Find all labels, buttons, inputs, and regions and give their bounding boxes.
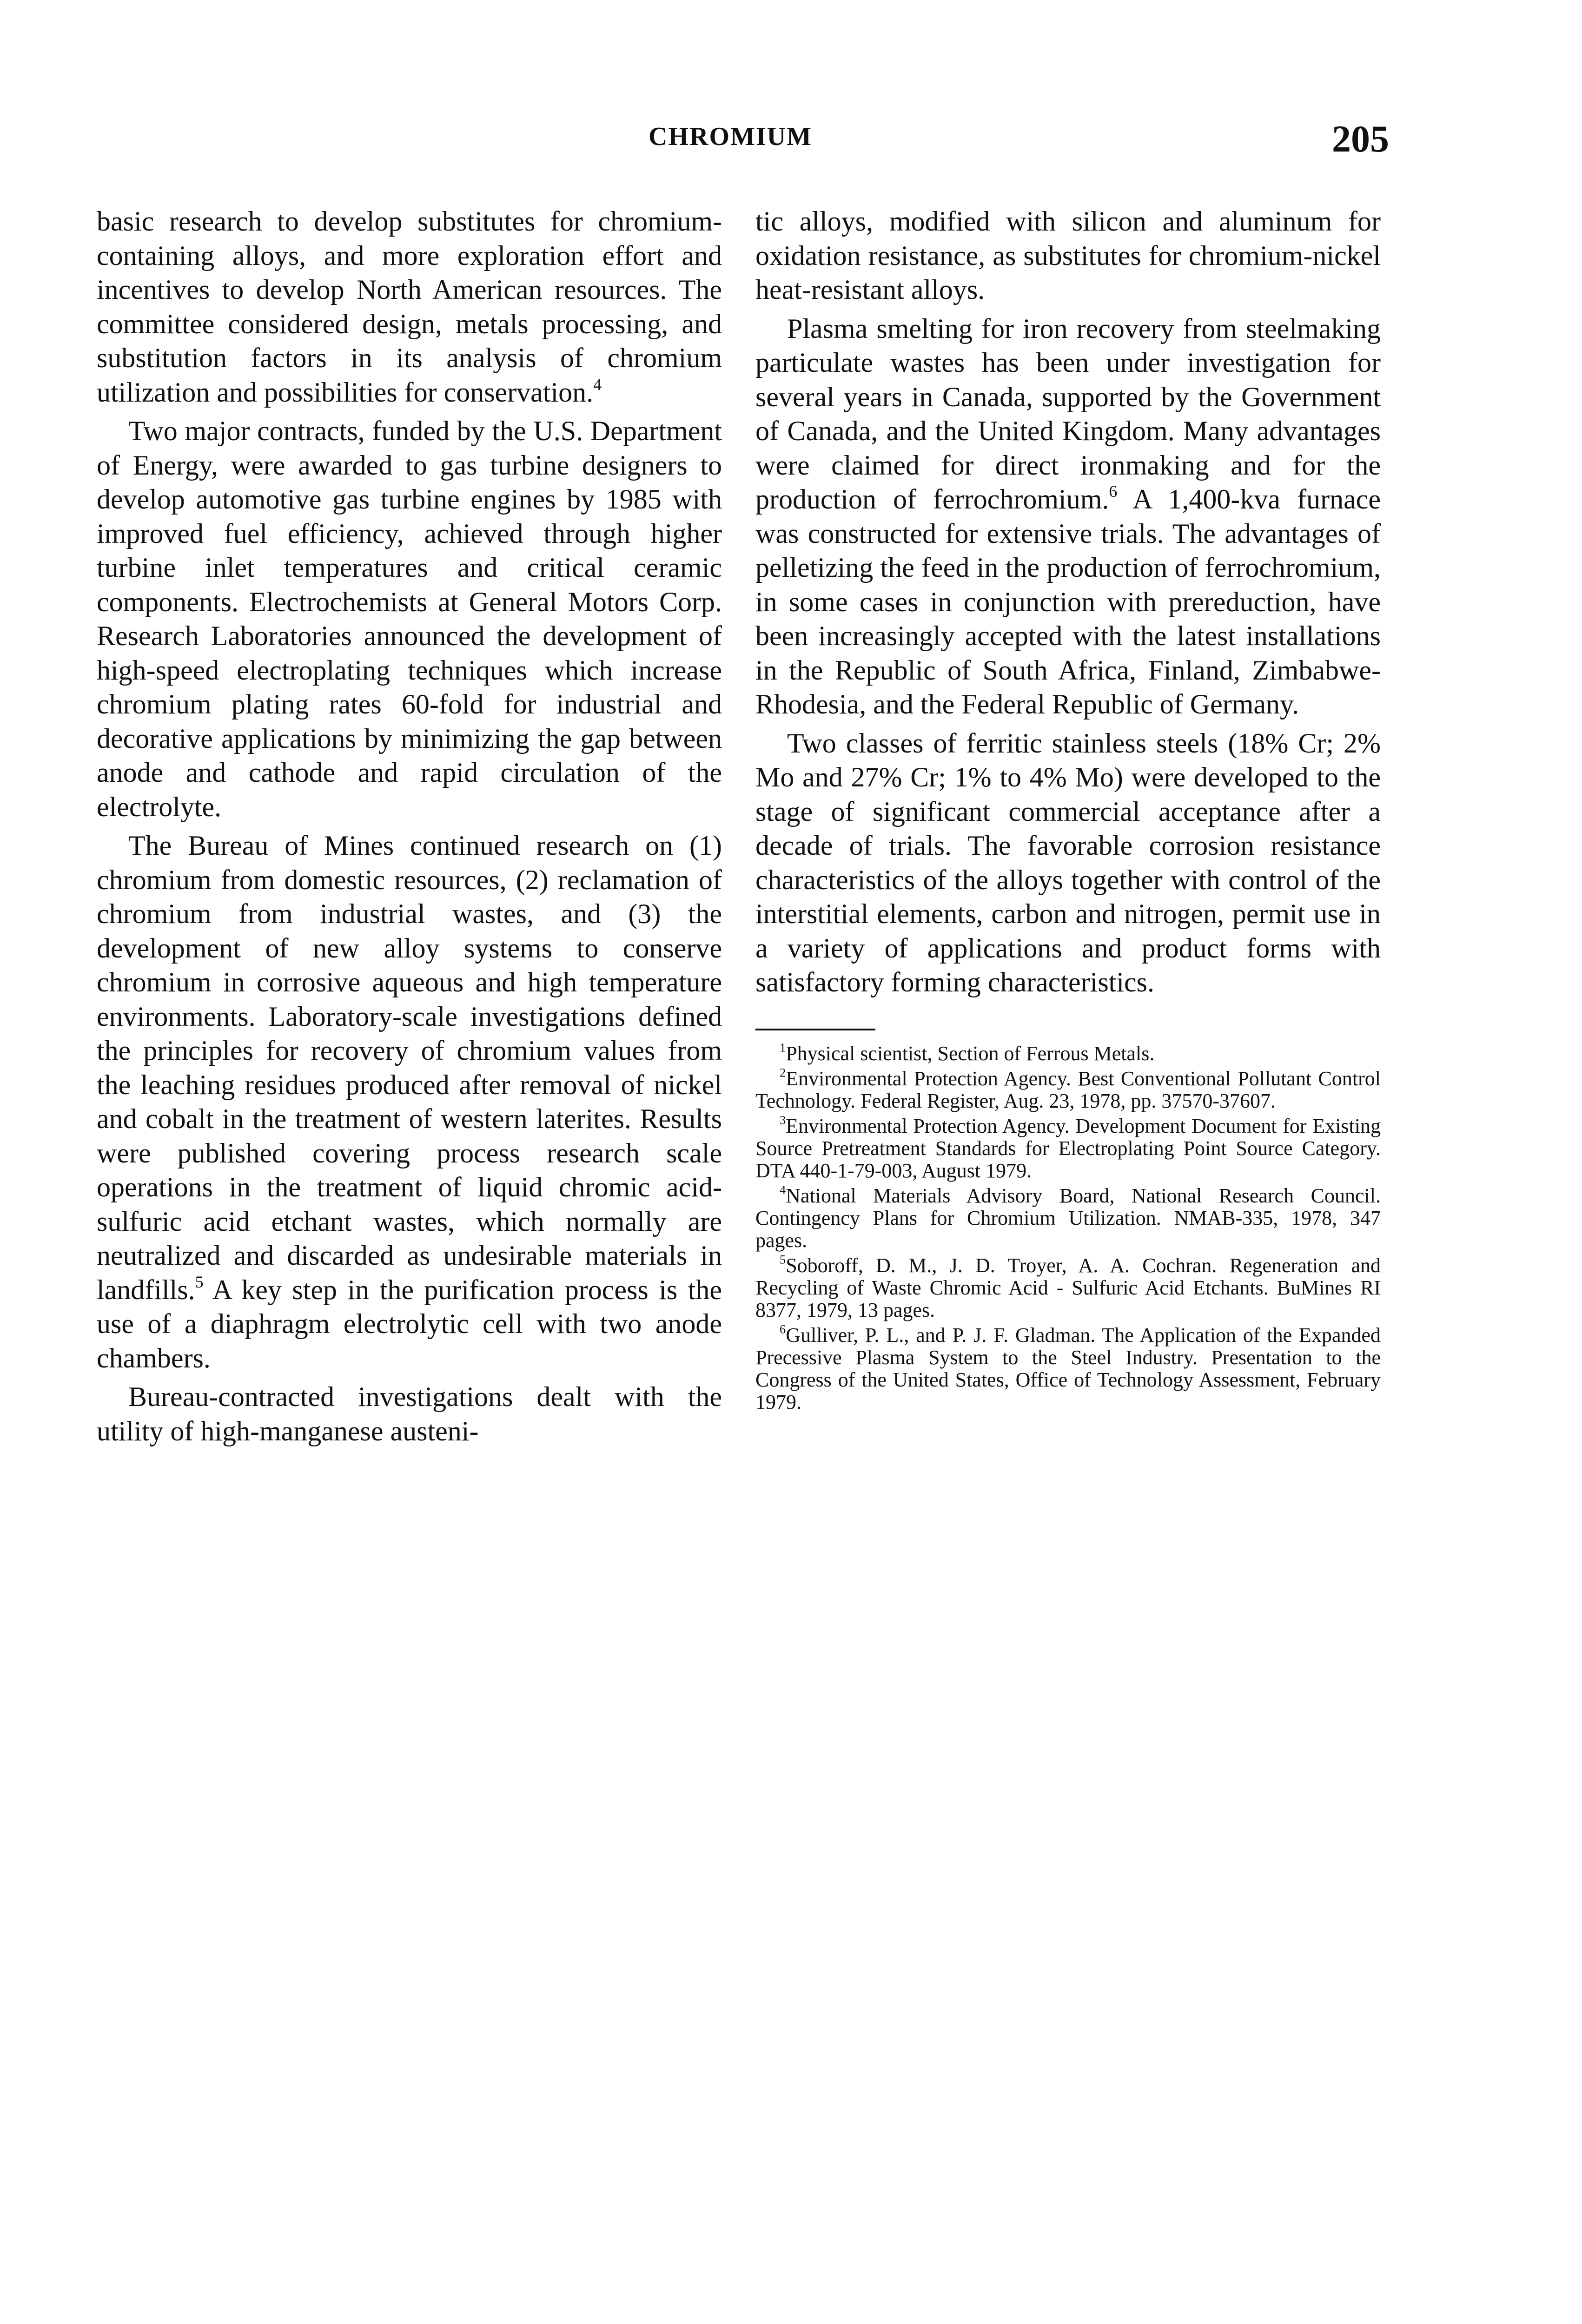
footnotes (755, 1040, 1381, 1413)
text-run: Bureau-contracted investigations dealt with the utility of high-manganese austeni- (97, 1381, 722, 1446)
text-run: Plasma smelting for iron recovery from steelmaking particulate wastes has been under investigation for several years in Canada, supported by the Government of Canada, and the United Kingdom. Many advantages were claimed for direct ironmaking and for the production of ferrochromium. (755, 313, 1381, 515)
footnote-ref: 4 (593, 375, 602, 394)
left-column (97, 205, 722, 1448)
text-run: Two major contracts, funded by the U.S. Department of Energy, were awarded to gas turbine designers to develop automotive gas turbine engines by 1985 with improved fuel efficiency, achieved through higher turbine inlet temperatures and critical ceramic components. Electrochemists at General Motors Corp. Research Laboratories announced the development of high-speed electroplating techniques which increase chromium plating rates 60-fold for industrial and decorative applications by minimizing the gap between anode and cathode and rapid circulation of the electrolyte. (97, 416, 722, 822)
footnote-divider (755, 1029, 875, 1030)
footnote (755, 1115, 1381, 1182)
paragraph (97, 829, 722, 1375)
right-column (755, 205, 1381, 1416)
text-run: A key step in the purification process is the use of a diaphragm electrolytic cell with two anode chambers. (97, 1274, 722, 1373)
paragraph (97, 414, 722, 824)
paragraph (755, 312, 1381, 722)
text-run: A 1,400-kva furnace was constructed for extensive trials. The advantages of pelletizing the feed in the production of ferrochromium, in some cases in conjunction with prereduction, have been increasingly accepted with the latest installations in the Republic of South Africa, Finland, Zimbabwe-Rhodesia, and the Federal Republic of Germany. (755, 484, 1381, 720)
footnote-text: Environmental Protection Agency. Development Document for Existing Source Pretreatment Standards for Electroplating Point Source Category. DTA 440-1-79-003, August 1979. (755, 1114, 1381, 1182)
paragraph (97, 205, 722, 409)
footnote-text: National Materials Advisory Board, National Research Council. Contingency Plans for Chromium Utilization. NMAB-335, 1978, 347 pages. (755, 1184, 1381, 1252)
footnote-marker: 6 (780, 1322, 786, 1336)
footnote-marker: 2 (780, 1065, 786, 1080)
footnote-ref: 6 (1109, 482, 1118, 501)
footnote (755, 1324, 1381, 1413)
paragraph (755, 205, 1381, 307)
paragraph (755, 726, 1381, 1000)
footnote (755, 1182, 1381, 1252)
running-head: CHROMIUM (649, 122, 812, 151)
footnote-marker: 5 (780, 1252, 786, 1267)
paragraph (97, 1380, 722, 1448)
footnote-text: Soboroff, D. M., J. D. Troyer, A. A. Cochran. Regeneration and Recycling of Waste Chromic Acid - Sulfuric Acid Etchants. BuMines RI 8377, 1979, 13 pages. (755, 1254, 1381, 1321)
footnote-ref: 5 (195, 1272, 204, 1291)
page-number: 205 (1332, 118, 1389, 160)
text-run: basic research to develop substitutes for chromium-containing alloys, and more exploration effort and incentives to develop North American resources. The committee considered design, metals processing, and substitution factors in its analysis of chromium utilization and possibilities for conservation. (97, 206, 722, 408)
footnote-marker: 1 (780, 1040, 786, 1055)
footnote (755, 1040, 1381, 1065)
footnote-text: Environmental Protection Agency. Best Conventional Pollutant Control Technology. Federal Register, Aug. 23, 1978, pp. 37570-37607. (755, 1067, 1381, 1112)
footnote (755, 1254, 1381, 1321)
text-run: Two classes of ferritic stainless steels (18% Cr; 2% Mo and 27% Cr; 1% to 4% Mo) were developed to the stage of significant commercial acceptance after a decade of trials. The favorable corrosion resistance characteristics of the alloys together with control of the interstitial elements, carbon and nitrogen, permit use in a variety of applications and product forms with satisfactory forming characteristics. (755, 727, 1381, 997)
text-run: tic alloys, modified with silicon and aluminum for oxidation resistance, as substitutes for chromium-nickel heat-resistant alloys. (755, 206, 1381, 305)
footnote (755, 1065, 1381, 1112)
footnote-marker: 4 (780, 1182, 786, 1197)
footnote-marker: 3 (780, 1113, 786, 1127)
footnote-text: Gulliver, P. L., and P. J. F. Gladman. The Application of the Expanded Precessive Plasma System to the Steel Industry. Presentation to the Congress of the United States, Office of Technology Assessment, February 1979. (755, 1323, 1381, 1413)
footnote-text: Physical scientist, Section of Ferrous Metals. (786, 1042, 1155, 1065)
text-run: The Bureau of Mines continued research on (1) chromium from domestic resources, (2) reclamation of chromium from industrial wastes, and (3) the development of new alloy systems to conserve chromium in corrosive aqueous and high temperature environments. Laboratory-scale investigations defined the principles for recovery of chromium values from the leaching residues produced after removal of nickel and cobalt in the treatment of western laterites. Results were published covering process research scale operations in the treatment of liquid chromic acid-sulfuric acid etchant wastes, which normally are neutralized and discarded as undesirable materials in landfills. (97, 830, 722, 1305)
